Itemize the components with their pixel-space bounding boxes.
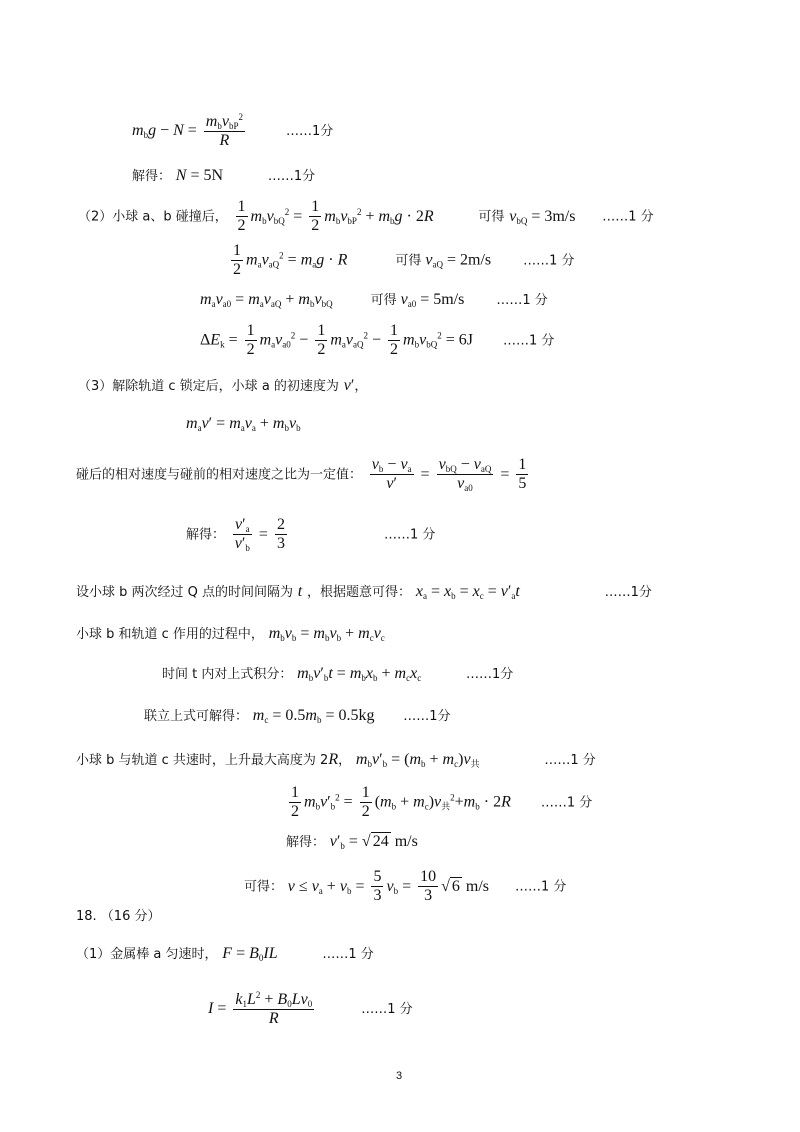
score-tag: ……1分 (267, 169, 316, 184)
solve-label: 解得： (186, 527, 226, 543)
equation-line-11: 设小球 b 两次经过 Q 点的时间间隔为 t ，根据题意可得： $x_a = x_b = x_c = v'_at$ ……1分 (76, 583, 652, 601)
equation-line-2: 解得： N = 5N ……1分 (132, 167, 316, 184)
score-tag: ……1分 (465, 667, 514, 682)
equation-line-9: 碰后的相对速度与碰前的相对速度之比为一定值： $\frac{v_b - v_a}{v'}$ = $v_{bQ} - v_{aQ}$ $v_{a0}$ = $\frac{1}{5}$ (76, 456, 527, 494)
equation-line-16: $\frac{1}{2}$ $m_bv'_b^2$ = $\frac{1}{2}$ $(m_b + m_c)v_共^2+m_b \cdot 2R$ ……1 分 (291, 784, 593, 821)
mc-value: = 0.5kg (325, 707, 375, 724)
q18-title: 18. （16 分） (76, 909, 161, 924)
score-tag: ……1 分 (502, 333, 555, 349)
score-tag: ……1 分 (383, 527, 436, 543)
integrate-intro: 时间 t 内对上式积分： (162, 667, 293, 682)
equation-line-3: （2）小球 a、b 碰撞后， $\frac{1}{2}$ $m_bv_{bQ}^2$ = $\frac{1}{2}$ $m_bv_{bP}^2 + m_bg \cdot 2R$ 可得 $v_{bQ} = 3m/s$ ……1 分 (78, 198, 654, 235)
equation-line-1: $m_bg - N$ = $m_bv_{bP}^2$ R ……1分 (132, 112, 334, 150)
equation-line-17: 解得： $v'_b$ = √ 24 m/s (286, 833, 418, 851)
part2-intro: （2）小球 a、b 碰撞后， (78, 209, 228, 225)
equation-line-12: 小球 b 和轨道 c 作用的过程中， $m_bv_b = m_bv_b + m_cv_c$ (76, 625, 385, 643)
can-get-label-2: 可得： (244, 879, 284, 895)
score-tag: ……1 分 (544, 753, 596, 768)
solve-label: 解得： (286, 835, 326, 850)
equation-line-10: 解得： $\frac{v'_a}{v'_b}$ = $\frac{2}{3}$ ……1 分 (186, 516, 436, 554)
can-get-label: 可得 (395, 253, 422, 269)
unit-ms: m/s (394, 833, 418, 850)
equation-line-21: I = $\frac{k_1L^2 + B_0Lv_0}{R}$ ……1 分 (208, 990, 413, 1028)
equation-line-4: $\frac{1}{2}$ $m_av_{aQ}^2 = m_ag \cdot R$ 可得 $v_{aQ} = 2m/s$ ……1 分 (233, 242, 575, 279)
can-get-label: 可得 (478, 209, 505, 225)
vaQ-value: = 2m/s (447, 251, 492, 269)
sqrt6: 6 (451, 877, 460, 895)
interaction-intro: 小球 b 和轨道 c 作用的过程中， (76, 627, 264, 642)
score-tag: ……1 分 (540, 795, 593, 811)
equation-line-20: （1）金属棒 a 匀速时， $F = B_0IL$ ……1 分 (76, 945, 374, 963)
time-intro: 设小球 b 两次经过 Q 点的时间间隔为 (76, 585, 294, 600)
va0-value: = 5m/s (420, 291, 465, 308)
equation-line-18: 可得： $v \le v_a + v_b$ = $\frac{5}{3}$ $v_b$ = $\frac{10}{3}$ √ 6 m/s ……1 分 (244, 868, 567, 905)
equation-line-15: 小球 b 与轨道 c 共速时，上升最大高度为 2R， $m_bv'_b = (m_b + m_c)v_共$ ……1 分 (76, 751, 596, 769)
time-intro-2: ，根据题意可得： (307, 585, 412, 600)
equation-line-5: $m_av_{a0} = m_av_{aQ} + m_bv_{bQ}$ 可得 $v_{a0} = 5m/s$ ……1 分 (200, 291, 548, 309)
page-number: 3 (396, 1070, 403, 1082)
equation-line-6: $\Delta E_k$ = $\frac{1}{2}$ $m_av_{a0}^2$ − $\frac{1}{2}$ $m_av_{aQ}^2$ − $\frac{1}{2}$ $m_bv_{bQ}^2 = 6J$ ……1 分 (200, 322, 555, 359)
solve-label: 解得： (132, 169, 172, 184)
score-tag: ……1 分 (515, 879, 567, 895)
equation-line-13: 时间 t 内对上式积分： $m_bv'_bt = m_bx_b + m_cx_c$ ……1分 (162, 665, 514, 683)
vbQ-value: = 3m/s (531, 207, 576, 225)
equation-line-14: 联立上式可解得： $m_c = 0.5m_b = 0.5kg$ ……1分 (144, 707, 451, 725)
score-tag: ……1分 (285, 124, 334, 140)
score-tag: ……1 分 (602, 209, 654, 225)
score-tag: ……1 分 (322, 947, 374, 962)
sqrt24: 24 (372, 833, 389, 850)
score-tag: ……1 分 (496, 293, 548, 308)
score-tag: ……1 分 (361, 1002, 413, 1018)
common-speed-intro: 小球 b 与轨道 c 共速时，上升最大高度为 2 (76, 753, 329, 768)
score-tag: ……1分 (604, 585, 652, 600)
q18-part1: （1）金属棒 a 匀速时， (76, 947, 218, 962)
combine-intro: 联立上式可解得： (144, 709, 249, 724)
unit-ms: m/s (465, 877, 490, 895)
score-tag: ……1 分 (523, 253, 575, 269)
equation-line-7: （3）解除轨道 c 锁定后，小球 a 的初速度为 v′， (78, 377, 368, 394)
score-tag: ……1分 (403, 709, 451, 724)
part3-intro: （3）解除轨道 c 锁定后，小球 a 的初速度为 (78, 379, 339, 394)
can-get-label: 可得 (370, 293, 397, 308)
equation-line-8: $m_av' = m_av_a + m_bv_b$ (186, 415, 301, 433)
ratio-intro: 碰后的相对速度与碰前的相对速度之比为一定值： (76, 467, 363, 483)
dEk-value: = 6J (445, 331, 473, 349)
